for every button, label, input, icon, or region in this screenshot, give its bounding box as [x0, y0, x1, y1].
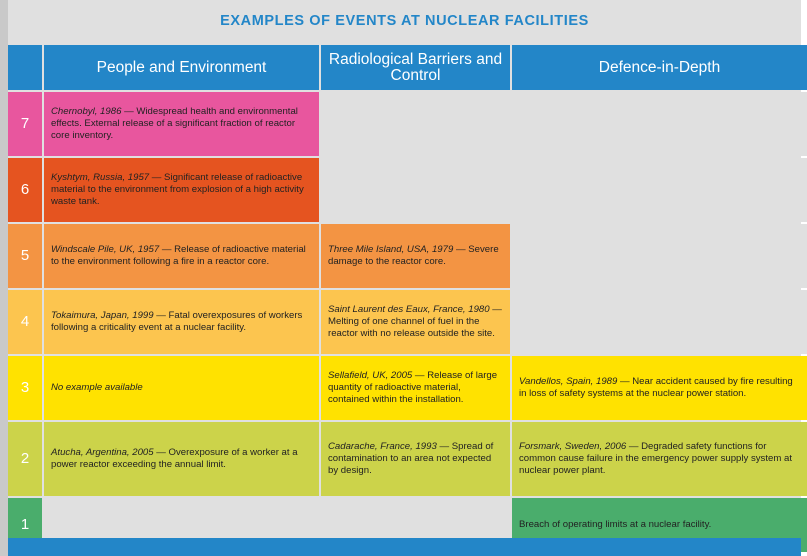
empty-cell	[512, 158, 807, 222]
event-text	[328, 441, 503, 476]
event-place: Kyshtym, Russia, 1957	[51, 172, 150, 184]
event-cell-barriers	[321, 356, 510, 420]
event-description: — Overexposure of a worker at a power reactor exceeding the annual limit.	[51, 447, 298, 470]
event-place: Cadarache, France, 1993	[328, 441, 437, 453]
events-table	[8, 45, 801, 540]
column-header: Radiological Barriers and Control	[321, 45, 510, 90]
level-number: 1	[8, 498, 42, 552]
level-number: 5	[8, 224, 42, 288]
event-place: Tokaimura, Japan, 1999	[51, 310, 154, 322]
empty-cell	[321, 92, 510, 156]
event-description: — Degraded safety functions for common cause failure in the emergency power supply system at nuclear power plant.	[519, 441, 793, 476]
event-cell-people	[44, 158, 319, 222]
event-cell-barriers	[321, 290, 510, 354]
event-text	[328, 370, 503, 405]
page-title: EXAMPLES OF EVENTS AT NUCLEAR FACILITIES	[220, 13, 589, 29]
event-description: — Release of large quantity of radioactive material, contained within the installation.	[328, 370, 498, 405]
empty-cell	[512, 92, 807, 156]
level-number: 3	[8, 356, 42, 420]
footer-bar	[8, 538, 801, 556]
event-description: — Fatal overexposures of workers following a criticality event at a nuclear facility.	[51, 310, 303, 333]
event-cell-defence	[512, 422, 807, 496]
event-cell-barriers	[321, 422, 510, 496]
event-cell-people	[44, 92, 319, 156]
header-corner	[8, 45, 42, 90]
event-description: — Melting of one channel of fuel in the reactor with no release outside the site.	[328, 304, 502, 339]
event-cell-people	[44, 356, 319, 420]
event-place: Saint Laurent des Eaux, France, 1980	[328, 304, 490, 316]
event-place: Chernobyl, 1986	[51, 106, 122, 118]
event-text	[519, 441, 800, 476]
level-number: 7	[8, 92, 42, 156]
event-description: — Significant release of radioactive material to the environment from explosion of a high activity waste tank.	[51, 172, 304, 207]
event-cell-people	[44, 224, 319, 288]
event-description: — Near accident caused by fire resulting in loss of safety systems at the nuclear power station.	[519, 376, 793, 399]
event-description: — Severe damage to the reactor core.	[328, 244, 499, 267]
event-cell-defence	[512, 356, 807, 420]
event-description: — Widespread health and environmental effects. External release of a significant fraction of reactor core inventory.	[51, 106, 298, 141]
event-text	[328, 304, 503, 339]
left-edge-strip	[0, 0, 8, 556]
event-description: — Release of radioactive material to the environment following a fire in a reactor core.	[51, 244, 306, 267]
event-text	[328, 244, 503, 267]
event-place: Sellafield, UK, 2005	[328, 370, 413, 382]
event-text	[51, 244, 312, 267]
event-place: Vandellos, Spain, 1989	[519, 376, 618, 388]
event-text	[519, 519, 711, 531]
event-description: Breach of operating limits at a nuclear facility.	[519, 519, 712, 531]
event-place: Forsmark, Sweden, 2006	[519, 441, 627, 453]
event-text	[51, 382, 143, 394]
event-text	[51, 447, 312, 470]
event-place: Windscale Pile, UK, 1957	[51, 244, 160, 256]
empty-cell	[512, 224, 807, 288]
event-place: No example available	[51, 382, 143, 394]
event-cell-people	[44, 290, 319, 354]
event-text	[51, 172, 312, 207]
empty-cell	[321, 158, 510, 222]
empty-cell	[512, 290, 807, 354]
column-header: People and Environment	[44, 45, 319, 90]
event-cell-barriers	[321, 224, 510, 288]
event-text	[51, 310, 312, 333]
column-header: Defence-in-Depth	[512, 45, 807, 90]
level-number: 6	[8, 158, 42, 222]
level-number: 2	[8, 422, 42, 496]
event-place: Atucha, Argentina, 2005	[51, 447, 154, 459]
level-number: 4	[8, 290, 42, 354]
event-place: Three Mile Island, USA, 1979	[328, 244, 454, 256]
event-text	[519, 376, 800, 399]
event-text	[51, 106, 312, 141]
event-cell-people	[44, 422, 319, 496]
event-description: — Spread of contamination to an area not expected by design.	[328, 441, 494, 476]
